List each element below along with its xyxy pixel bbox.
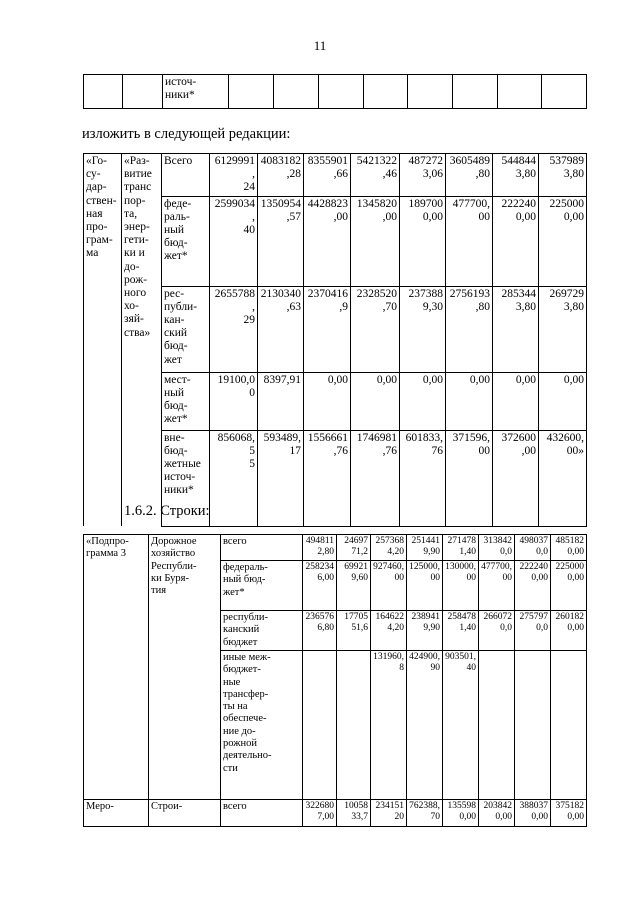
value-cell: 2599034, 40 [210,196,258,286]
value-cell: 1746981 ,76 [351,430,400,526]
top-cell-5 [274,75,319,109]
row-label: иные меж- бюджет- ные трансфер- ты на обеспече- ние до- рожной деятельно- сти [221,651,303,800]
value-cell: 903501, 40 [443,651,479,800]
section-heading: 1.6.2. Строки: [124,503,210,519]
value-cell: 131960, 8 [371,651,407,800]
value-cell: 236576 6,80 [303,611,337,651]
subprogram-table [83,534,587,827]
row-label: всего [221,535,303,561]
measure-cell: Меро- [84,800,149,827]
value-cell: 285344 3,80 [493,286,539,372]
value-cell: 601833, 76 [400,430,446,526]
subprogram-cell: «Подпро- грамма 3 [84,535,149,800]
program-table [83,153,587,527]
value-cell: 856068,5 5 [210,430,258,526]
top-cell-6 [319,75,364,109]
value-cell: 271478 1,40 [443,535,479,561]
value-cell: 222240 0,00 [493,196,539,286]
value-cell: 424900, 90 [407,651,443,800]
row-label: вне- бюд- жетные источ- ники* [162,430,210,526]
value-cell: 275797 0,0 [515,611,551,651]
value-cell: 251441 9,90 [407,535,443,561]
value-cell: 234151 20 [371,800,407,827]
value-cell: 4083182 ,28 [258,154,304,197]
value-cell: 125000, 00 [407,561,443,611]
value-cell: 477700, 00 [446,196,493,286]
top-cell-8 [408,75,453,109]
value-cell: 0,00 [446,372,493,430]
value-cell: 260182 0,00 [551,611,587,651]
value-cell: 238941 9,90 [407,611,443,651]
value-cell: 269729 3,80 [539,286,587,372]
row-label: федераль- ный бюд- жет* [221,561,303,611]
value-cell: 927460, 00 [371,561,407,611]
measure-name-cell: Строи- [149,800,221,827]
value-cell [551,651,587,800]
top-table [83,74,587,109]
value-cell: 0,00 [351,372,400,430]
value-cell: 258234 6,00 [303,561,337,611]
value-cell: 2655788, 29 [210,286,258,372]
page-number: 11 [313,38,327,53]
top-cell-11 [542,75,587,109]
row-label: республи- канский бюджет [221,611,303,651]
top-cell-10 [498,75,542,109]
table-row [84,154,587,197]
value-cell: 257368 4,20 [371,535,407,561]
value-cell: 0,00 [400,372,446,430]
program-type-cell: «Го- су- дар- ствен- ная про- грам- ма [84,154,122,527]
value-cell: 2370416 ,9 [304,286,351,372]
row-label: Всего [162,154,210,197]
value-cell: 485182 0,00 [551,535,587,561]
value-cell: 19100,00 [210,372,258,430]
value-cell: 2328520 ,70 [351,286,400,372]
row-label: мест- ный бюд- жет* [162,372,210,430]
row-label: рес- публи- кан- ский бюд- жет [162,286,210,372]
value-cell: 135598 0,00 [443,800,479,827]
program-name-cell: «Раз- витие транс пор- та, энер- гети- ки и до- рож- ного хо- зяй- ства» [122,154,162,527]
intro-text: изложить в следующей редакции: [82,126,291,142]
value-cell: 69921 9,60 [337,561,371,611]
top-cell-label: источ- ники* [163,75,229,109]
value-cell: 388037 0,00 [515,800,551,827]
value-cell: 10058 33,7 [337,800,371,827]
value-cell: 225000 0,00 [551,561,587,611]
value-cell: 498037 0,0 [515,535,551,561]
value-cell: 593489, 17 [258,430,304,526]
row-label: всего [221,800,303,827]
top-cell-1 [84,75,123,109]
value-cell: 237388 9,30 [400,286,446,372]
value-cell: 322680 7,00 [303,800,337,827]
value-cell: 164622 4,20 [371,611,407,651]
table-row [84,535,587,561]
value-cell: 313842 0,0 [479,535,515,561]
value-cell: 477700, 00 [479,561,515,611]
top-cell-2 [123,75,163,109]
top-cell-7 [364,75,408,109]
table-row [84,800,587,827]
value-cell: 2756193 ,80 [446,286,493,372]
value-cell: 8355901 ,66 [304,154,351,197]
value-cell: 3605489 ,80 [446,154,493,197]
value-cell: 494811 2,80 [303,535,337,561]
value-cell: 2130340 ,63 [258,286,304,372]
value-cell: 130000, 00 [443,561,479,611]
top-cell-4 [229,75,274,109]
subprogram-name-cell: Дорожное хозяйство Республи- ки Буря- тия [149,535,221,800]
value-cell [337,651,371,800]
value-cell: 1350954 ,57 [258,196,304,286]
value-cell: 544844 3,80 [493,154,539,197]
value-cell: 258478 1,40 [443,611,479,651]
value-cell: 762388, 70 [407,800,443,827]
value-cell: 4428823 ,00 [304,196,351,286]
value-cell: 225000 0,00 [539,196,587,286]
value-cell: 222240 0,00 [515,561,551,611]
value-cell [515,651,551,800]
value-cell: 8397,91 [258,372,304,430]
value-cell: 0,00 [493,372,539,430]
value-cell: 0,00 [539,372,587,430]
value-cell: 189700 0,00 [400,196,446,286]
value-cell: 487272 3,06 [400,154,446,197]
value-cell [479,651,515,800]
value-cell: 537989 3,80 [539,154,587,197]
value-cell: 24697 71,2 [337,535,371,561]
value-cell: 375182 0,00 [551,800,587,827]
top-cell-9 [453,75,498,109]
value-cell: 432600, 00» [539,430,587,526]
value-cell: 5421322 ,46 [351,154,400,197]
value-cell: 203842 0,00 [479,800,515,827]
value-cell [303,651,337,800]
value-cell: 17705 51,6 [337,611,371,651]
value-cell: 371596, 00 [446,430,493,526]
value-cell: 266072 0,0 [479,611,515,651]
value-cell: 372600 ,00 [493,430,539,526]
value-cell: 1345820 ,00 [351,196,400,286]
value-cell: 1556661 ,76 [304,430,351,526]
value-cell: 0,00 [304,372,351,430]
row-label: феде- раль- ный бюд- жет* [162,196,210,286]
value-cell: 6129991, 24 [210,154,258,197]
